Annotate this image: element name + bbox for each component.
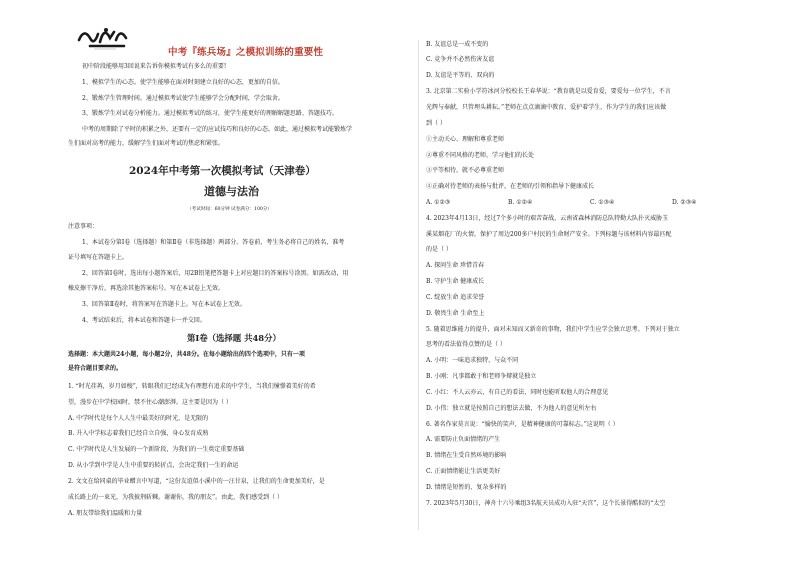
q4-option-b: B. 守护生命 健康成长 [426, 278, 485, 285]
q6-option-a: A. 需要防止负面情绪的产生 [426, 436, 501, 443]
q1-option-d: D. 从小学到中学是人生中重要的转折点，会决定我们一生的命运 [68, 462, 239, 469]
q2-option-c: C. 竞争并不必然伤害友谊 [426, 56, 495, 63]
q1-option-a: A. 中学时代是每个人人生中最美好的时光，是无限的 [68, 415, 209, 422]
section-instruction: 选择题：本大题共24小题，每小题2分，共48分。在每小题给出的四个选项中，只有一项 [68, 351, 305, 358]
intro-line: 1、模拟学生的心态。使学生能够在面对时刻建立良好的心态，更加的自信。 [82, 79, 284, 86]
note-line: 证号填写在答题卡上。 [68, 254, 129, 261]
q3-statement: ③平等相待，就不必尊重老师 [426, 167, 505, 174]
q6-option-d: D. 情绪是短暂的、复杂多样的 [426, 484, 507, 491]
notes-heading: 注意事项： [68, 223, 99, 230]
q3-statement: ②尊重不同风格的老师，学习他们的长处 [426, 152, 535, 159]
q2-option-a: A. 朋友带给我们温暖和力量 [68, 510, 143, 517]
q1-stem: 1. “时光荏苒，岁月如梭”，转眼我们已经成为有理想有追求的中学生，当我们憧憬着美好的希 [68, 383, 316, 390]
intro-line: 中考的周期除了平时的积累之外，还要有一定的应试技巧和良好的心态。如此，通过模拟考试能锻炼学 [82, 126, 353, 133]
q2-option-b: B. 友谊总是一成不变的 [426, 41, 489, 48]
exam-title: 2024年中考第一次模拟考试（天津卷） [129, 165, 316, 177]
section-title: 第Ⅰ卷（选择题 共48分） [187, 333, 281, 343]
column-divider [418, 40, 419, 530]
q1-option-b: B. 升入中学标志着我们已经自立自强，身心发育成熟 [68, 430, 209, 437]
section-instruction: 是符合题目要求的。 [68, 365, 123, 372]
q4-stem: 溪某烟花厂的火情，保护了周边200多户村民的生命财产安全。下列标题与该材料内容最匹配 [426, 231, 672, 238]
q2-stem: 2. 文文在给同桌的毕业赠言中写道，“这份友谊似小溪中的一汪甘泉，让我们的生命更加美好，是 [68, 478, 325, 485]
banner-title: 中考『练兵场』之模拟训练的重要性 [168, 47, 324, 58]
q5-option-b: B. 小刚：凡事都敢于和老师争辩就是独立 [426, 373, 537, 380]
q3-option-c: C. ①③④ [590, 199, 615, 206]
note-line: 3、回答第Ⅱ卷时，将答案写在答题卡上。写在本试卷上无效。 [82, 301, 246, 308]
q4-option-a: A. 探问生命 珍惜青春 [426, 262, 485, 269]
q3-statement: ④正确对待老师的表扬与批评，在老师的引领和指导下健康成长 [426, 183, 595, 190]
q6-stem: 6. 著名作家莫言说：“愉快的笑声，是精神健康的可靠标志。”这说明（ ） [426, 421, 619, 428]
exam-subject: 道德与法治 [204, 185, 259, 198]
note-line: 1、本试卷分第Ⅰ卷（选择题）和第Ⅱ卷（非选择题）两部分。答卷前，考生务必将自己的姓名、准考 [82, 239, 345, 246]
q4-option-c: C. 绽放生命 追求荣誉 [426, 294, 485, 301]
q3-stem: 光辉与奉献，只管埋头耕耘。”老师在点点滴滴中教育、爱护着学生，作为学生的我们应该做 [426, 104, 667, 111]
q4-option-d: D. 敬畏生命 生命至上 [426, 310, 485, 317]
note-line: 4、考试结束后，将本试卷和答题卡一并交回。 [82, 317, 206, 324]
intro-line: 初中阶段能够用3回说来告诉你模拟考试有多么的重要! [82, 63, 227, 70]
q5-option-c: C. 小红：不人云亦云，有自己的看法，同时也能听取他人的合理意见 [426, 389, 609, 396]
q1-stem: 望，漫步在中学校园时，禁不住心潮澎湃。这主要是因为（ ） [68, 399, 232, 406]
intro-line: 生们面对高考的能力，缓解学生们面对考试的焦虑和紧张。 [68, 140, 225, 147]
q5-option-a: A. 小明：一味追求独特，与众不同 [426, 357, 519, 364]
q5-option-d: D. 小伟：独立就是按照自己的想法去做，不为他人的意见所左右 [426, 405, 597, 412]
note-line: 2、回答第Ⅰ卷时，选出每小题答案后，用2B铅笔把答题卡上对应题目的答案标号涂黑。如需改动，用 [82, 270, 349, 277]
note-line: 橡皮擦干净后，再选涂其他答案标号。写在本试卷上无效。 [68, 285, 225, 292]
q3-option-d: D. ②③④ [672, 199, 697, 206]
q2-stem: 成长路上的一束光，为我披荆斩棘。谢谢你，我的朋友”。由此，我们感受到（ ） [68, 494, 283, 501]
q4-stem: 的是（ ） [426, 246, 452, 253]
q3-statement: ①主动关心、理解和尊重老师 [426, 136, 505, 143]
q4-stem: 4. 2023年4月13日，经过7个多小时的艰苦奋战，云南省森林消防总队特勤大队扑灭威胁玉 [426, 215, 669, 222]
exam-meta: （考试时间：60分钟 试卷满分：100分） [187, 207, 272, 212]
q6-option-c: C. 正面情绪能让生活更美好 [426, 468, 501, 475]
q3-stem: 3. 北京第二实验小学符冰河分校校长王春华说：“教育就是以爱育爱，要爱每一位学生，不言 [426, 88, 671, 95]
q2-option-d: D. 友谊是平等的、双向的 [426, 72, 495, 79]
q3-stem: 到（ ） [426, 120, 446, 127]
q5-stem: 5. 随着思维能力的提升，面对未知而又新奇的事物，我们中学生应学会独立思考。下列对于独立 [426, 326, 680, 333]
logo-calligraphy [76, 22, 132, 52]
q3-option-a: A. ①②③ [426, 199, 451, 206]
q6-option-b: B. 情绪在生受自然环境的影响 [426, 452, 507, 459]
q1-option-c: C. 中学时代是人生发展的一个新阶段，为我们的一生奠定重要基础 [68, 446, 245, 453]
q3-option-b: B. ①②④ [508, 199, 533, 206]
q5-stem: 思考的看法值得点赞的是（ ） [426, 341, 506, 348]
intro-line: 2、锻炼学生管理时间。通过模拟考试使学生能够学会分配时间，学会取舍。 [82, 95, 284, 102]
q7-stem: 7. 2023年5月30日，神舟十六号乘组3名航天员成功入驻“天宫”，这个长景得酷似的“太空 [426, 500, 666, 507]
intro-line: 3、锻炼学生对试卷分析能力。通过模拟考试的练习，使学生能更好的理解解题思路、答题技巧。 [82, 110, 338, 117]
